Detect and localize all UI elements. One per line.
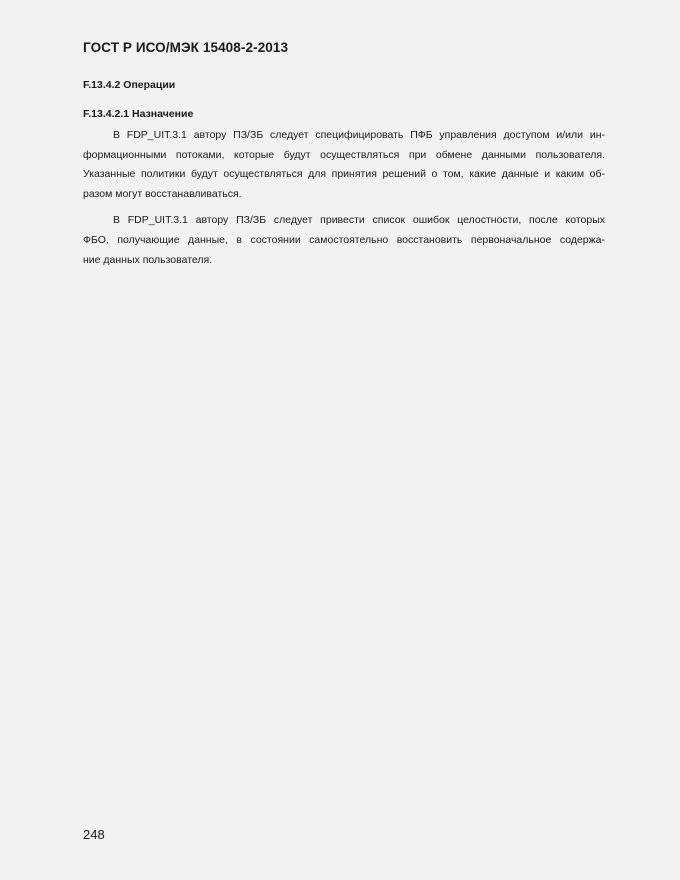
paragraph-line: формационными потоками, которые будут осуществляться при обмене данными пользователя.: [83, 148, 605, 161]
paragraph-line: Указанные политики будут осуществляться для принятия решений о том, какие данные и каким об-: [83, 168, 605, 181]
page-number: 248: [83, 827, 105, 842]
paragraph-line: В FDP_UIT.3.1 автору ПЗ/ЗБ следует привести список ошибок целостности, после которых: [113, 214, 605, 227]
section-heading-purpose: F.13.4.2.1 Назначение: [83, 108, 194, 120]
paragraph-line: ние данных пользователя.: [83, 253, 213, 266]
paragraph-policies: [83, 126, 605, 204]
paragraph-line: разом могут восстанавливаться.: [83, 187, 242, 200]
document-header-title: ГОСТ Р ИСО/МЭК 15408-2-2013: [83, 40, 289, 55]
paragraph-line: В FDP_UIT.3.1 автору ПЗ/ЗБ следует специфицировать ПФБ управления доступом и/или ин-: [113, 129, 605, 141]
paragraph-line: ФБО, получающие данные, в состоянии самостоятельно восстановить первоначальное содержа-: [83, 233, 605, 246]
section-heading-operations: F.13.4.2 Операции: [83, 79, 176, 91]
paragraph-integrity-errors: [83, 211, 605, 270]
document-body: [83, 78, 605, 270]
